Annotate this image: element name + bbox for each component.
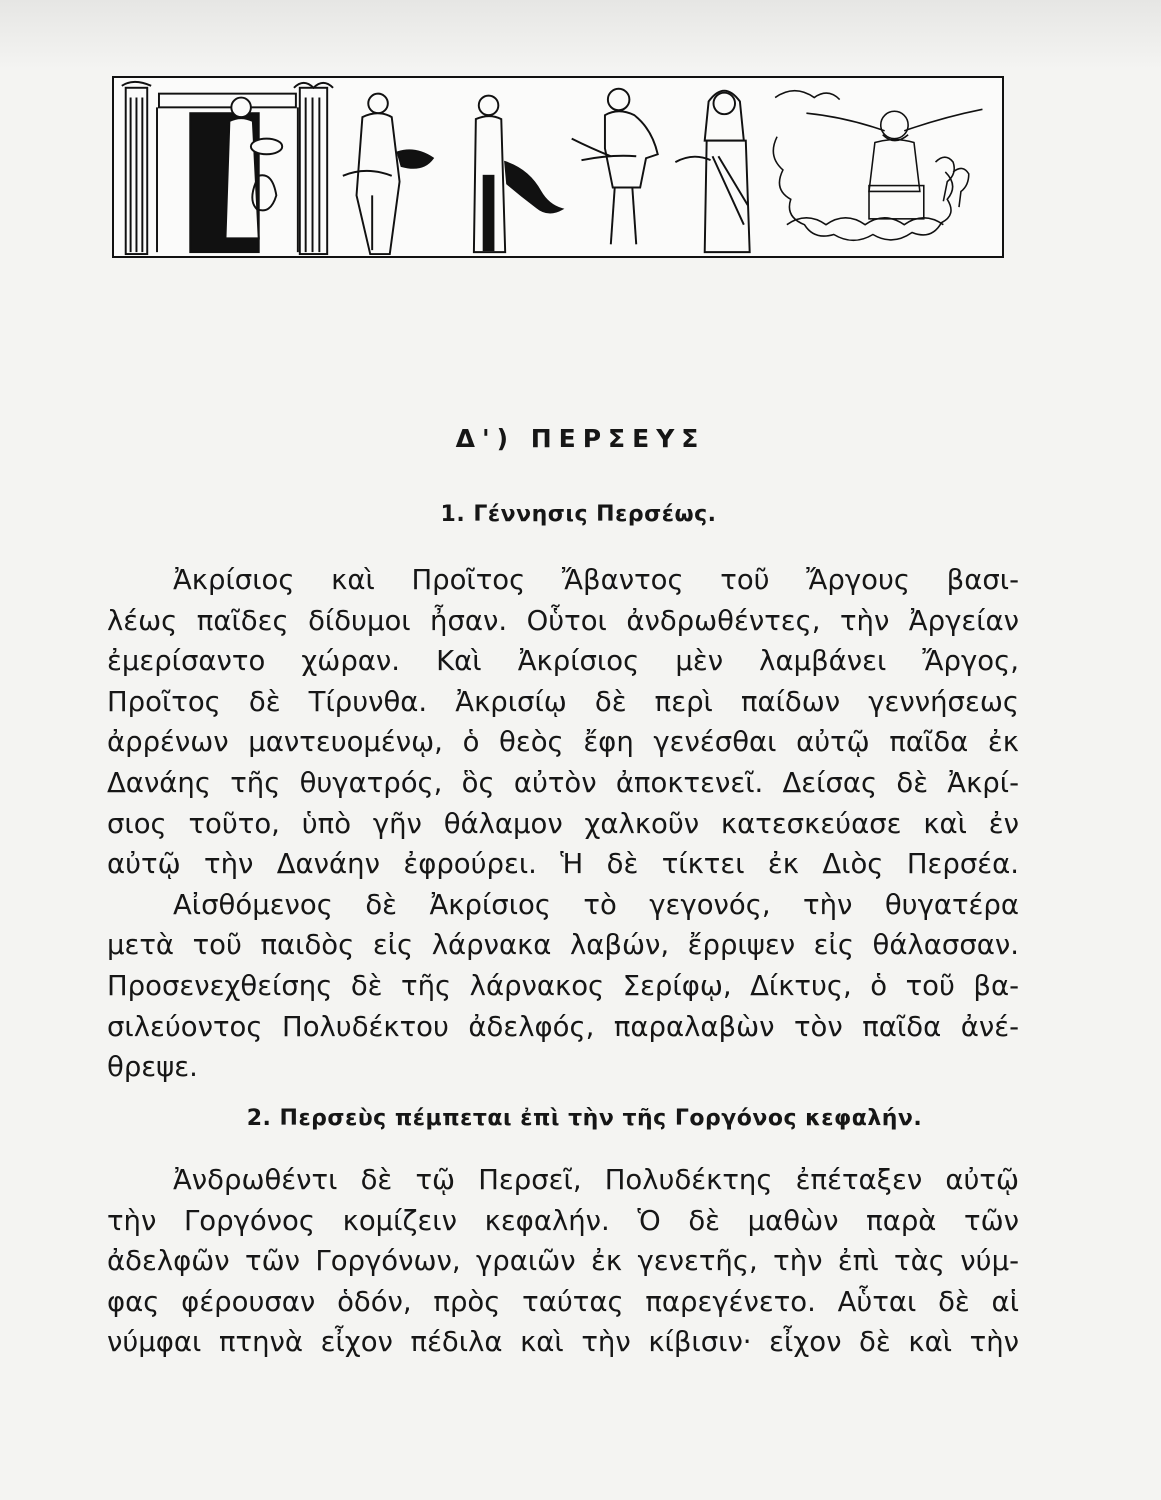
zeus-on-clouds: [773, 91, 982, 241]
temple-column-left: [122, 82, 151, 254]
woman-with-cloth: [474, 96, 562, 252]
woman-with-vessel: [343, 94, 433, 254]
frieze-illustration: [114, 78, 1002, 256]
text-line: φας φέρουσαν ὁδόν, πρὸς ταύτας παρεγένετο. Αὗται δὲ αἱ: [107, 1285, 1019, 1318]
section-2-text: [107, 1160, 1019, 1363]
text-line: αὐτῷ τὴν Δανάην ἐφρούρει. Ἡ δὲ τίκτει ἐκ Διὸς Περσέα.: [107, 848, 1019, 881]
text-line: ἀρρένων μαντευομένῳ, ὁ θεὸς ἔφη γενέσθαι αὐτῷ παῖδα ἐκ: [107, 726, 1019, 759]
text-line: σιος τοῦτο, ὑπὸ γῆν θάλαμον χαλκοῦν κατεσκεύασε καὶ ἐν: [107, 807, 1019, 840]
text-line: θρεψε.: [107, 1051, 198, 1084]
young-man-perseus: [572, 89, 658, 245]
section-1-text: [107, 560, 1019, 1088]
text-line: Προῖτος δὲ Τίρυνθα. Ἀκρισίῳ δὲ περὶ παίδων γεννήσεως: [107, 685, 1019, 718]
vase-painting-frieze: [112, 76, 1004, 258]
text-line: τὴν Γοργόνος κομίζειν κεφαλήν. Ὁ δὲ μαθὼν παρὰ τῶν: [107, 1204, 1019, 1237]
page-top-shadow: [0, 0, 1161, 70]
text-line: μετὰ τοῦ παιδὸς εἰς λάρνακα λαβών, ἔρριψεν εἰς θάλασσαν.: [107, 929, 1019, 962]
text-line: Ἀνδρωθέντι δὲ τῷ Περσεῖ, Πολυδέκτης ἐπέταξεν αὐτῷ: [173, 1164, 1019, 1196]
text-line: Ἀκρίσιος καὶ Προῖτος Ἄβαντος τοῦ Ἄργους βασι-: [173, 564, 1019, 596]
chapter-title: Δ') ΠΕΡΣΕΥΣ: [455, 424, 706, 453]
text-line: νύμφαι πτηνὰ εἶχον πέδιλα καὶ τὴν κίβισιν· εἶχον δὲ καὶ τὴν: [107, 1326, 1019, 1359]
veiled-woman: [675, 91, 749, 252]
text-line: Προσενεχθείσης δὲ τῆς λάρνακος Σερίφῳ, Δίκτυς, ὁ τοῦ βα-: [107, 969, 1019, 1002]
text-line: λέως παῖδες δίδυμοι ἦσαν. Οὗτοι ἀνδρωθέντες, τὴν Ἀργείαν: [107, 604, 1019, 637]
temple-column-right: [294, 83, 333, 254]
text-line: ἀδελφῶν τῶν Γοργόνων, γραιῶν ἐκ γενετῆς, τὴν ἐπὶ τὰς νύμ-: [107, 1245, 1019, 1278]
text-line: Δανάης τῆς θυγατρός, ὃς αὐτὸν ἀποκτενεῖ. Δείσας δὲ Ἀκρί-: [107, 766, 1019, 799]
text-line: σιλεύοντος Πολυδέκτου ἀδελφός, παραλαβὼν τὸν παῖδα ἀνέ-: [107, 1010, 1019, 1043]
section-heading-2: 2. Περσεὺς πέμπεται ἐπὶ τὴν τῆς Γοργόνος κεφαλήν.: [246, 1106, 923, 1131]
section-heading-1: 1. Γέννησις Περσέως.: [440, 502, 717, 527]
text-line: ἐμερίσαντο χώραν. Καὶ Ἀκρίσιος μὲν λαμβάνει Ἄργος,: [107, 645, 1019, 678]
text-line: Αἰσθόμενος δὲ Ἀκρίσιος τὸ γεγονός, τὴν θυγατέρα: [173, 888, 1019, 921]
